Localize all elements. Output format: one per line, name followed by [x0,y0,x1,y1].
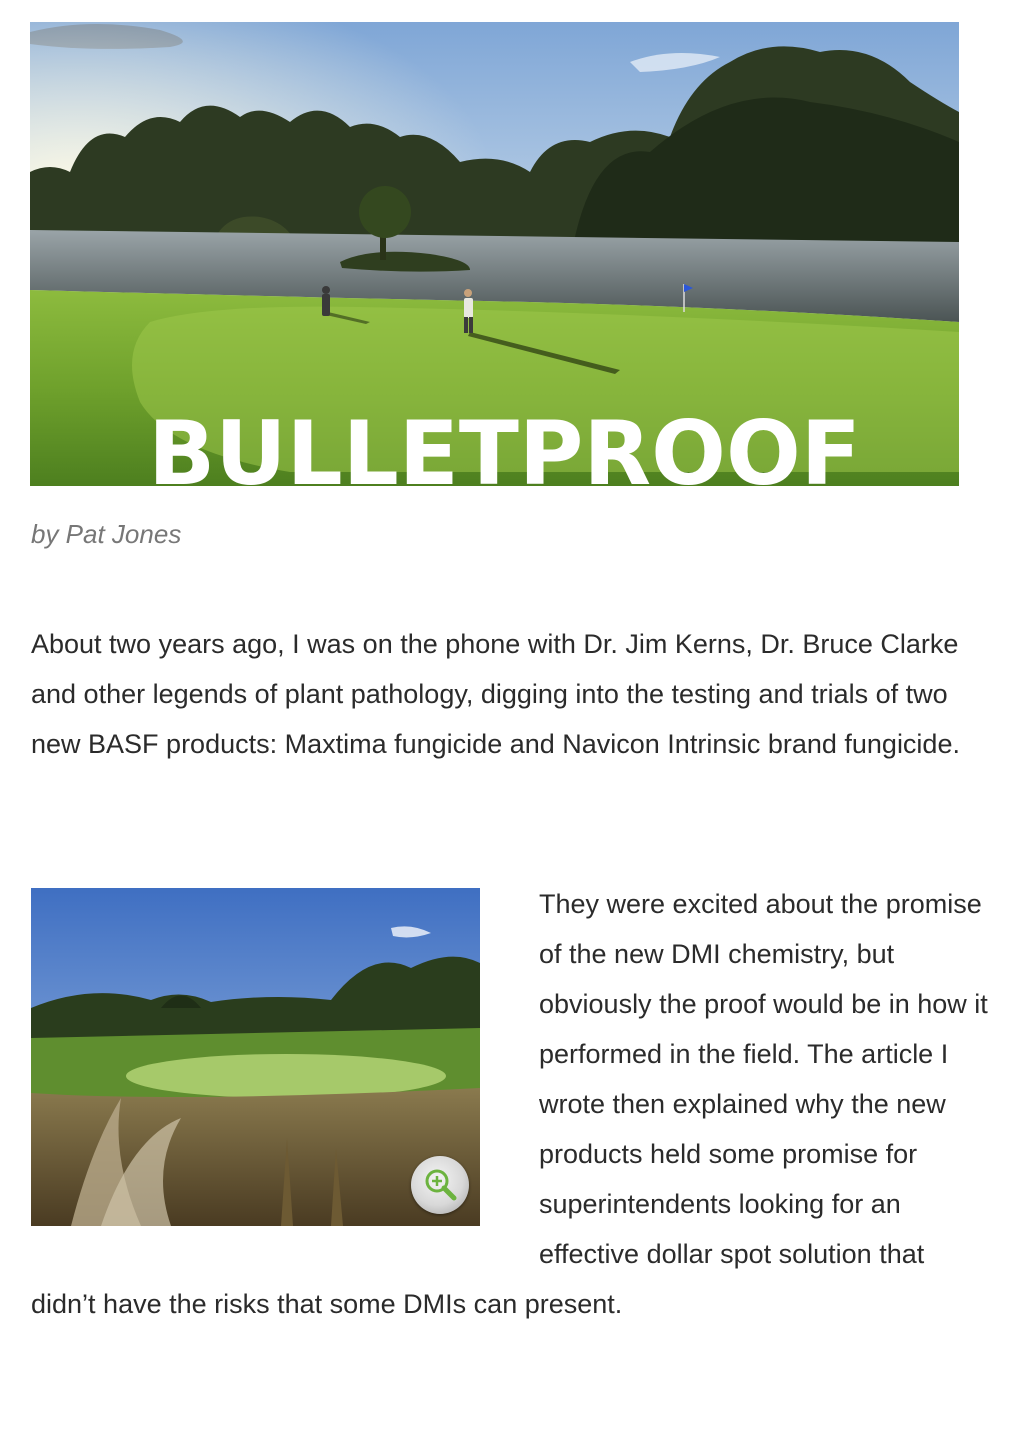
byline: by Pat Jones [31,519,182,549]
article-paragraph-text: They were excited about the promise of the new DMI chemistry, but obviously the proof would be in how it performed in the field. The article I wrote then explained why the new products held some promise for superintendents looking for an effective dollar spot solution that didn’t have the risks that some DMIs can present. [31,889,988,1319]
article-paragraph: About two years ago, I was on the phone with Dr. Jim Kerns, Dr. Bruce Clarke and other legends of plant pathology, digging into the testing and trials of two new BASF products: Maxtima fungicide and Navicon Intrinsic brand fungicide. [31,629,960,759]
hero-image [30,22,959,486]
zoom-button[interactable] [411,1156,469,1214]
zoom-in-icon [423,1167,457,1201]
inline-photo[interactable] [31,888,480,1226]
article-title: BULLETPROOF [148,402,861,486]
article-paragraph-with-image [31,879,996,1329]
